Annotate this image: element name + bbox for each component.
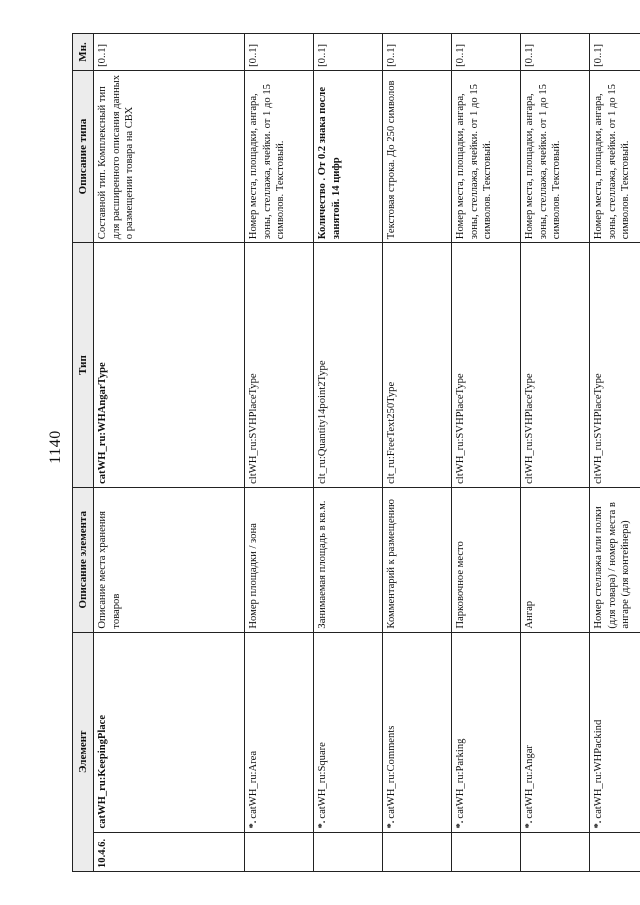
row-number-empty (314, 832, 383, 871)
table-header-row (73, 34, 94, 872)
header-multiplicity: Мн. (73, 34, 94, 71)
element-name (314, 632, 383, 832)
element-description: Описание места хранения товаров (94, 487, 245, 632)
row-number-empty (521, 832, 590, 871)
type-description: Количество . От 0.2 знака после занятой. 14 цифр (314, 70, 383, 242)
element-type: cltWH_ru:SVHPlaceType (245, 243, 314, 488)
element-name-text: catWH_ru:Square (317, 742, 329, 819)
type-description: Составной тип. Комплексный тип для расширенного описания данных о размещении товара на СВХ (94, 70, 245, 242)
header-type-description: Описание типа (73, 70, 94, 242)
element-type: catWH_ru:WHAngarType (94, 243, 245, 488)
row-marker: *. (593, 820, 605, 829)
multiplicity: [0..1] (590, 34, 640, 71)
element-name: catWH_ru:KeepingPlace (94, 632, 245, 832)
element-name-text: catWH_ru:WHPackind (593, 719, 605, 819)
type-description: Текстовая строка. До 250 символов (383, 70, 452, 242)
table-row (521, 34, 590, 872)
row-marker: *. (248, 820, 260, 829)
element-name-text: catWH_ru:Comments (386, 725, 398, 819)
header-element: Элемент (73, 632, 94, 871)
element-name (245, 632, 314, 832)
element-name-text: catWH_ru:Parking (455, 738, 467, 819)
table-row-root (94, 34, 245, 872)
element-description: Комментарий к размещению (383, 487, 452, 632)
row-marker: *. (524, 820, 536, 829)
element-name (383, 632, 452, 832)
element-name-text: catWH_ru:Area (248, 750, 260, 819)
row-number: 10.4.6. (94, 832, 245, 871)
document-table-container (72, 33, 632, 872)
element-name (452, 632, 521, 832)
page-number: 1140 (47, 430, 64, 464)
row-number-empty (383, 832, 452, 871)
row-number-empty (245, 832, 314, 871)
element-description: Номер площадки / зона (245, 487, 314, 632)
type-description: Номер места, площадки, ангара, зоны, стеллажа, ячейки. от 1 до 15 символов. Текстовый. (245, 70, 314, 242)
element-name-text: catWH_ru:Angar (524, 745, 536, 819)
type-description: Номер места, площадки, ангара, зоны, стеллажа, ячейки. от 1 до 15 символов. Текстовый. (452, 70, 521, 242)
element-type: clt_ru:FreeText250Type (383, 243, 452, 488)
multiplicity: [0..1] (452, 34, 521, 71)
element-description: Занимаемая площадь в кв.м. (314, 487, 383, 632)
table-row (314, 34, 383, 872)
multiplicity: [0..1] (314, 34, 383, 71)
table-row (383, 34, 452, 872)
element-type: cltWH_ru:SVHPlaceType (521, 243, 590, 488)
row-marker: *. (317, 820, 329, 829)
row-number-empty (452, 832, 521, 871)
element-name (590, 632, 640, 832)
multiplicity: [0..1] (521, 34, 590, 71)
element-type: clt_ru:Quantity14point2Type (314, 243, 383, 488)
table-row (452, 34, 521, 872)
row-marker: *. (386, 820, 398, 829)
element-description: Номер стеллажа или полки (для товара) / номер места в ангаре (для контейнера) (590, 487, 640, 632)
multiplicity: [0..1] (245, 34, 314, 71)
element-description: Ангар (521, 487, 590, 632)
row-marker: *. (455, 820, 467, 829)
header-type: Тип (73, 243, 94, 488)
type-description: Номер места, площадки, ангара, зоны, стеллажа, ячейки. от 1 до 15 символов. Текстовый. (521, 70, 590, 242)
document-table (72, 33, 640, 872)
multiplicity: [0..1] (383, 34, 452, 71)
element-type: cltWH_ru:SVHPlaceType (452, 243, 521, 488)
multiplicity: [0..1] (94, 34, 245, 71)
table-row (245, 34, 314, 872)
row-number-empty (590, 832, 640, 871)
element-name (521, 632, 590, 832)
element-description: Парковочное место (452, 487, 521, 632)
table-row (590, 34, 640, 872)
header-element-description: Описание элемента (73, 487, 94, 632)
type-description: Номер места, площадки, ангара, зоны, стеллажа, ячейки. от 1 до 15 символов. Текстовый. (590, 70, 640, 242)
element-type: cltWH_ru:SVHPlaceType (590, 243, 640, 488)
